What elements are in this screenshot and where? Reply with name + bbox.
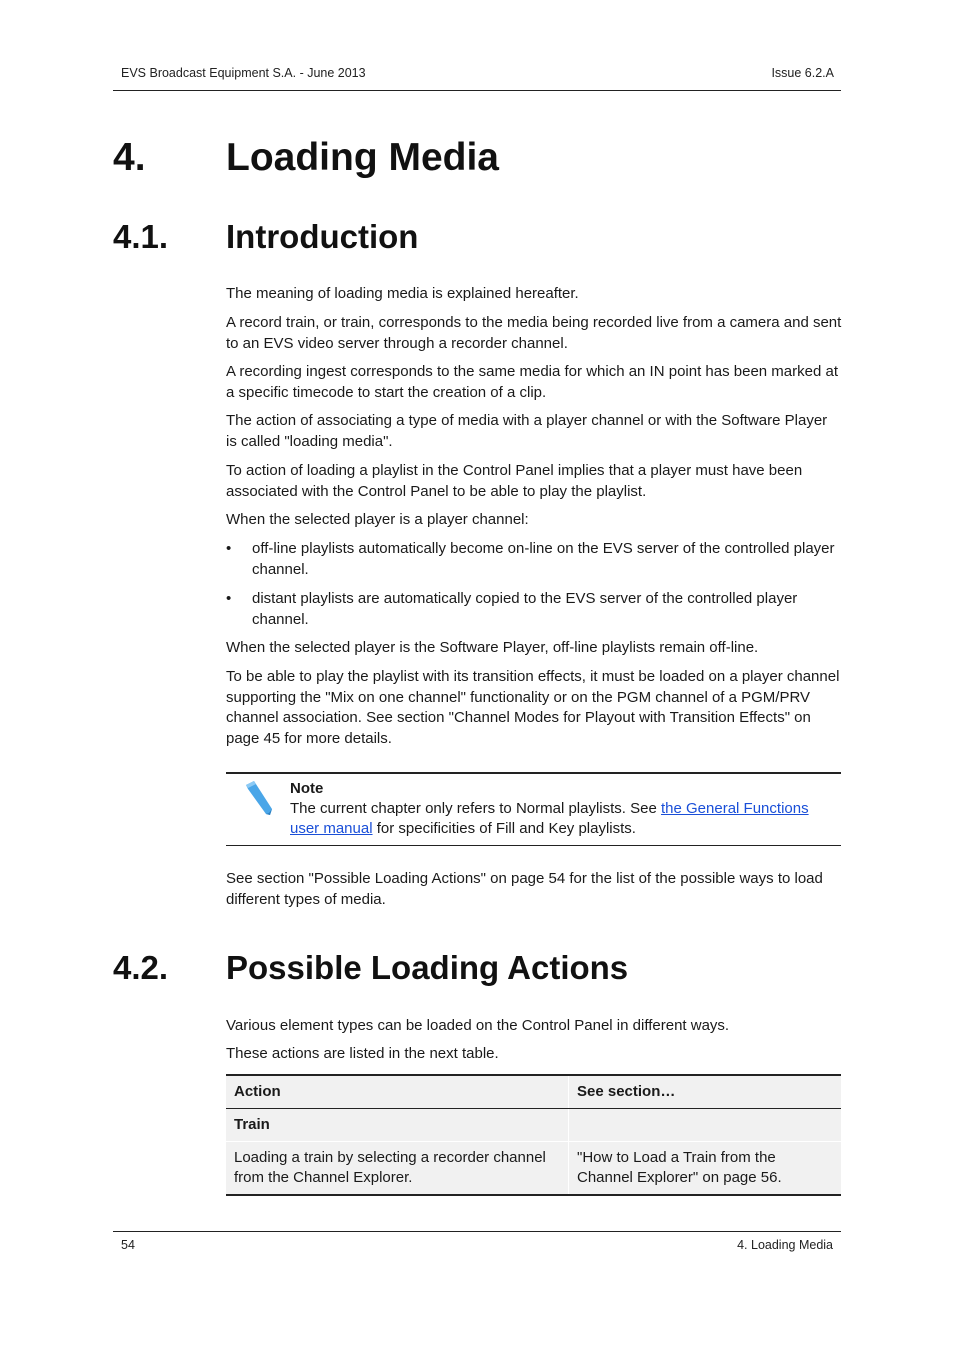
note-body — [290, 779, 841, 839]
note-text — [290, 799, 841, 839]
section-title-actions: Possible Loading Actions — [226, 949, 629, 986]
bullet-text: distant playlists are automatically copied to the EVS server of the controlled player channel. — [252, 590, 798, 628]
actions-paragraph-2: These actions are listed in the next table. — [226, 1045, 499, 1062]
section-title-intro: Introduction — [226, 218, 419, 255]
general-functions-manual-link[interactable]: the General Functions user manual — [290, 800, 809, 837]
bullet-marker: • — [226, 540, 232, 557]
note-text-after: for specificities of Fill and Key playlists. — [372, 820, 636, 837]
note-title: Note — [290, 780, 324, 797]
intro-paragraph-4: The action of associating a type of media with a player channel or with the Software Player is called "loading media". — [226, 412, 828, 450]
loading-actions-table — [226, 1074, 841, 1196]
header-right: Issue 6.2.A — [771, 66, 834, 80]
header-left: EVS Broadcast Equipment S.A. - June 2013 — [121, 66, 366, 80]
chapter-title: Loading Media — [226, 136, 499, 179]
bullet-marker: • — [226, 590, 232, 607]
footer-rule — [113, 1231, 841, 1232]
intro-paragraph-3: A recording ingest corresponds to the same media for which an IN point has been marked at a specific timecode to start the creation of a clip. — [226, 363, 839, 401]
after-note-paragraph: See section "Possible Loading Actions" on page 54 for the list of the possible ways to load different types of media. — [226, 870, 823, 908]
note-bottom-rule — [226, 845, 841, 846]
chapter-number: 4. — [113, 136, 146, 179]
footer-page-number: 54 — [121, 1238, 135, 1252]
bullet-text: off-line playlists automatically become on-line on the EVS server of the controlled player channel. — [252, 540, 835, 578]
action-cell: Loading a train by selecting a recorder channel from the Channel Explorer. — [226, 1142, 569, 1196]
intro-paragraph-5: To action of loading a playlist in the Control Panel implies that a player must have been associated with the Control Panel to be able to play the playlist. — [226, 462, 803, 500]
group-label-train: Train — [226, 1109, 569, 1142]
note-top-rule — [226, 772, 841, 774]
pencil-note-icon — [240, 779, 276, 819]
intro-paragraph-2: A record train, or train, corresponds to the media being recorded live from a camera and sent to an EVS video server through a recorder channel. — [226, 314, 842, 352]
column-header-see-section: See section… — [569, 1075, 842, 1109]
see-section-cell: "How to Load a Train from the Channel Explorer" on page 56. — [569, 1142, 842, 1196]
table-group-row — [226, 1109, 841, 1142]
section-number-intro: 4.1. — [113, 218, 169, 255]
intro-paragraph-7: When the selected player is the Software Player, off-line playlists remain off-line. — [226, 639, 759, 656]
footer-chapter: 4. Loading Media — [737, 1238, 833, 1252]
note-text-before: The current chapter only refers to Normal playlists. See — [290, 800, 661, 817]
table-row — [226, 1142, 841, 1196]
intro-paragraph-1: The meaning of loading media is explained hereafter. — [226, 285, 579, 302]
section-number-actions: 4.2. — [113, 949, 169, 986]
header-rule — [113, 90, 841, 91]
actions-paragraph-1: Various element types can be loaded on the Control Panel in different ways. — [226, 1017, 730, 1034]
column-header-action: Action — [226, 1075, 569, 1109]
table-header-row — [226, 1075, 841, 1109]
intro-paragraph-6: When the selected player is a player channel: — [226, 511, 529, 528]
group-empty-cell — [569, 1109, 842, 1142]
intro-paragraph-8: To be able to play the playlist with its transition effects, it must be loaded on a player channel supporting the "Mix on one channel" functionality or on the PGM channel of a PGM/PRV channel association. See section "Channel Modes for Playout with Transition Effects" on page 45 for more details. — [226, 668, 840, 747]
